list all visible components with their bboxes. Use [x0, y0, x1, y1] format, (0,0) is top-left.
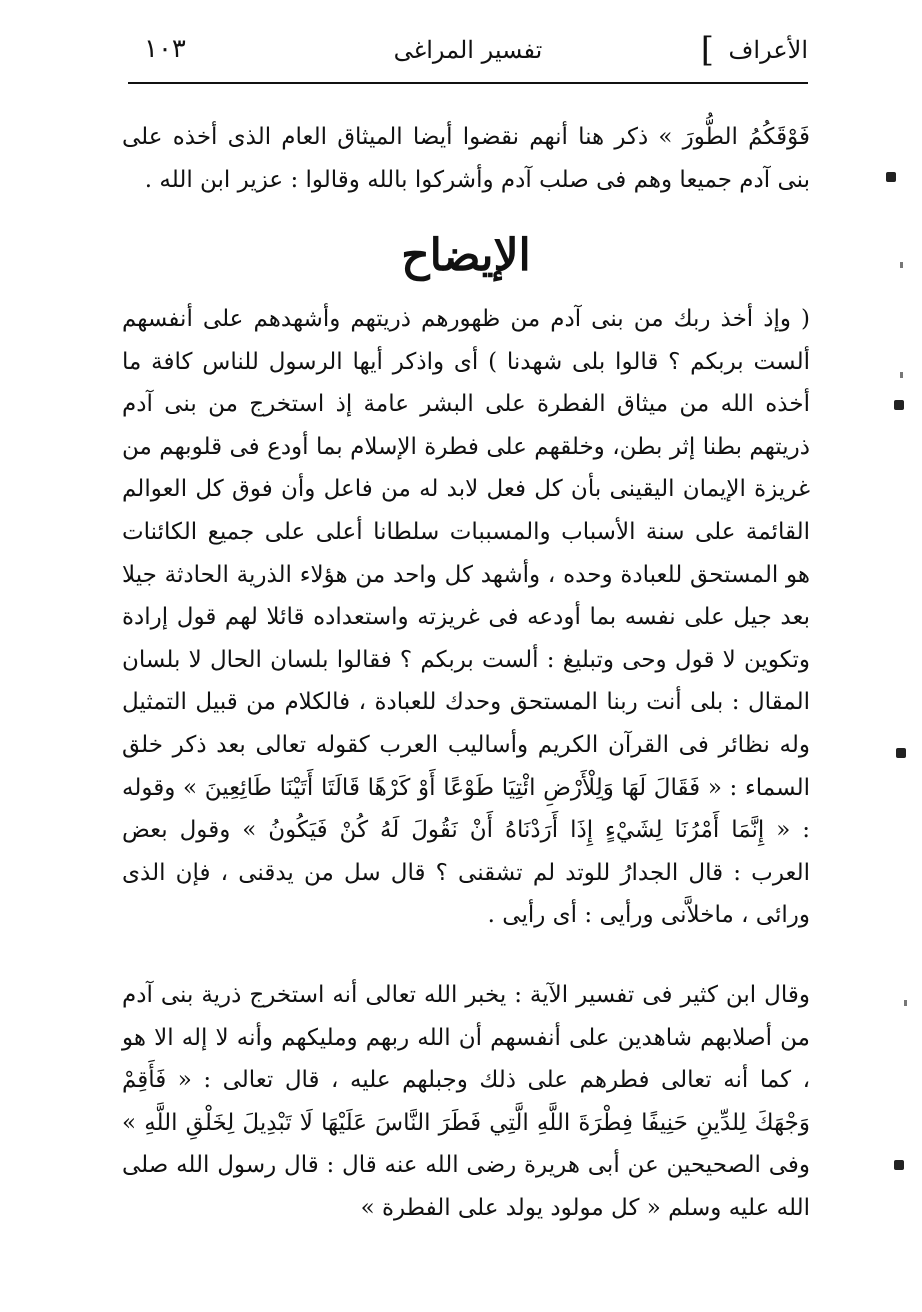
scan-margin-mark [894, 400, 904, 410]
scan-margin-mark [896, 748, 906, 758]
scan-speck [900, 372, 903, 378]
surah-name: الأعراف [728, 36, 808, 64]
scan-margin-mark [886, 172, 896, 182]
ibn-kathir-paragraph: وقال ابن كثير فى تفسير الآية : يخبر الله تعالى أنه استخرج ذرية بنى آدم من أصلابهم شاهدين على أنفسهم أن الله ربهم ومليكهم وأنه لا إله الا هو ، كما أنه تعالى فطرهم على ذلك وجبلهم عليه ، قال تعالى : « فَأَقِمْ وَجْهَكَ لِلدِّينِ حَنِيفًا فِطْرَةَ اللَّهِ الَّتِي فَطَرَ النَّاسَ عَلَيْهَا لَا تَبْدِيلَ لِخَلْقِ اللَّهِ » وفى الصحيحين عن أبى هريرة رضى الله عنه قال : قال رسول الله صلى الله عليه وسلم « كل مولود يولد على الفطرة » [122, 982, 810, 1221]
book-title: تفسير المراغى [393, 36, 543, 64]
scan-speck [904, 1000, 907, 1006]
scan-margin-mark [894, 1160, 904, 1170]
section-heading: الإيضاح [401, 230, 531, 281]
header-bracket: ] [700, 30, 714, 70]
header-rule [128, 82, 808, 84]
intro-paragraph: فَوْقَكُمُ الطُّورَ » ذكر هنا أنهم نقضوا أيضا الميثاق العام الذى أخذه على بنى آدم جميعا وهم فى صلب آدم وأشركوا بالله وقالوا : عزير ابن الله . [122, 124, 810, 193]
page-number: ١٠٣ [144, 34, 186, 64]
explanation-paragraph: ( وإذ أخذ ربك من بنى آدم من ظهورهم ذريتهم وأشهدهم على أنفسهم ألست بربكم ؟ قالوا بلى شهدنا ) أى واذكر أيها الرسول للناس كافة ما أخذه الله من ميثاق الفطرة على البشر عامة إذ استخرج من بنى آدم ذريتهم بطنا إثر بطن، وخلقهم على فطرة الإسلام بما أودع فى قلوبهم من غريزة الإيمان اليقينى بأن كل فعل لابد له من فاعل وأن فوق كل العوالم القائمة على سنة الأسباب والمسببات سلطانا أعلى على جميع الكائنات هو المستحق للعبادة وحده ، وأشهد كل واحد من هؤلاء الذرية الحادثة جيلا بعد جيل على نفسه بما أودعه فى غريزته واستعداده قائلا لهم قول إرادة وتكوين لا قول وحى وتبليغ : ألست بربكم ؟ فقالوا بلسان الحال لا بلسان المقال : بلى أنت ربنا المستحق وحدك للعبادة ، فالكلام من قبيل التمثيل وله نظائر فى القرآن الكريم وأساليب العرب كقوله تعالى بعد ذكر خلق السماء : « فَقَالَ لَهَا وَلِلْأَرْضِ ائْتِيَا طَوْعًا أَوْ كَرْهًا قَالَتَا أَتَيْنَا طَائِعِينَ » وقوله : « إِنَّمَا أَمْرُنَا لِشَيْءٍ إِذَا أَرَدْنَاهُ أَنْ نَقُولَ لَهُ كُنْ فَيَكُونُ » وقول بعض العرب : قال الجدارُ للوتد لم تشقنى ؟ قال سل من يدقنى ، فإن الذى ورائى ، ماخلاَّنى ورأيى : أى رأيى . [122, 306, 810, 929]
scan-speck [900, 262, 903, 268]
running-header [128, 30, 808, 80]
